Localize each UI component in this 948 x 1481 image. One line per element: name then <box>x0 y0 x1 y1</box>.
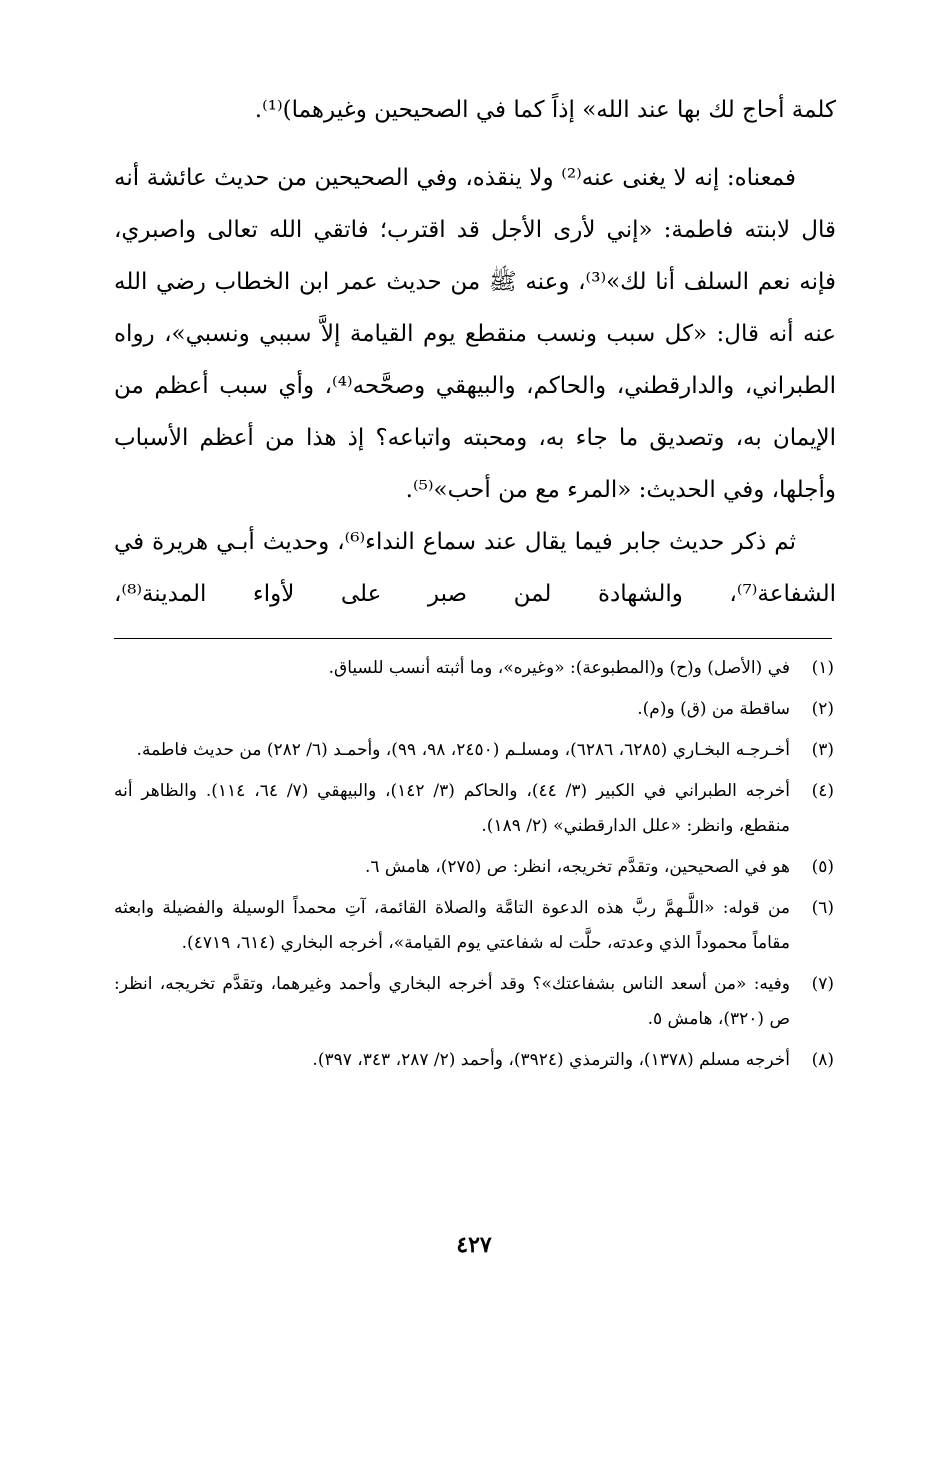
footnote-number: (٧) <box>811 974 834 994</box>
footnote-text: أخرجه الطبراني في الكبير (٣/ ٤٤)، والحاكم (٣/ ١٤٢)، والبيهقي (٧/ ٦٤، ١١٤). والظاهر أنه منقطع، وانظر: «علل الدارقطني» (٢/ ١٨٩). <box>114 781 790 836</box>
main-text <box>114 84 836 620</box>
footnote-number: (٦) <box>811 898 834 918</box>
footnote-item <box>114 891 834 961</box>
footnote-text: من قوله: «اللَّـهمَّ ربَّ هذه الدعوة التامَّة والصلاة القائمة، آتِ محمداً الوسيلة والفضيلة وابعثه مقاماً محموداً الذي وعدته، حلَّت له شفاعتي يوم القيامة»، أخرجه البخاري (٦١٤، ٤٧١٩). <box>114 898 790 953</box>
footnote-number: (٢) <box>811 699 834 719</box>
footnote-item <box>114 850 834 885</box>
footnote-item <box>114 967 834 1037</box>
footnote-number: (١) <box>811 658 834 678</box>
footnote-separator <box>114 638 832 639</box>
footnote-item <box>114 692 834 727</box>
footnote-text: أخـرجـه البخـاري (٦٢٨٥، ٦٢٨٦)، ومسلـم (٢٤٥٠، ٩٨، ٩٩)، وأحمـد (٦/ ٢٨٢) من حديث فاطمة. <box>136 740 790 760</box>
footnote-number: (٣) <box>811 740 834 760</box>
footnote-text: وفيه: «من أسعد الناس بشفاعتك»؟ وقد أخرجه البخاري وأحمد وغيرهما، وتقدَّم تخريجه، انظر: ص (٣٢٠)، هامش ٥. <box>114 974 790 1029</box>
page-number: ٤٢٧ <box>456 1232 492 1258</box>
footnote-text: في (الأصل) و(ح) و(المطبوعة): «وغيره»، وما أثبته أنسب للسياق. <box>328 658 790 678</box>
footnote-item <box>114 1043 834 1078</box>
paragraph-continuation: كلمة أحاج لك بها عند الله» إذاً كما في الصحيحين وغيرهما)⁽¹⁾. <box>254 97 836 123</box>
footnotes <box>114 651 834 1084</box>
footnote-text: أخرجه مسلم (١٣٧٨)، والترمذي (٣٩٢٤)، وأحمد (٢/ ٢٨٧، ٣٤٣، ٣٩٧). <box>312 1050 790 1070</box>
footnote-item <box>114 774 834 844</box>
footnote-text: هو في الصحيحين، وتقدَّم تخريجه، انظر: ص (٢٧٥)، هامش ٦. <box>364 857 790 877</box>
paragraph-meaning: فمعناه: إنه لا يغنى عنه⁽²⁾ ولا ينقذه، وفي الصحيحين من حديث عائشة أنه قال لابنته فاطمة: «إني لأرى الأجل قد اقترب؛ فاتقي الله تعالى واصبري، فإنه نعم السلف أنا لك»⁽³⁾، وعنه ﷺ من حديث عمر ابن الخطاب رضي الله عنه أنه قال: «كل سبب ونسب منقطع يوم القيامة إلاَّ سببي ونسبي»، رواه الطبراني، والدارقطني، والحاكم، والبيهقي وصحَّحه⁽⁴⁾، وأي سبب أعظم من الإيمان به، وتصديق ما جاء به، ومحبته واتباعه؟ إذ هذا من أعظم الأسباب وأجلها، وفي الحديث: «المرء مع من أحب»⁽⁵⁾. <box>114 165 837 503</box>
paragraph-hadith-jabir: ثم ذكر حديث جابر فيما يقال عند سماع النداء⁽⁶⁾، وحديث أبـي هريرة في الشفاعة⁽⁷⁾، والشهادة لمن صبر على لأواء المدينة⁽⁸⁾، <box>114 529 836 607</box>
footnote-item <box>114 733 834 768</box>
footnote-number: (٤) <box>811 781 834 801</box>
footnote-number: (٨) <box>811 1050 834 1070</box>
footnote-item <box>114 651 834 686</box>
footnote-number: (٥) <box>811 857 834 877</box>
footnote-text: ساقطة من (ق) و(م). <box>637 699 790 719</box>
